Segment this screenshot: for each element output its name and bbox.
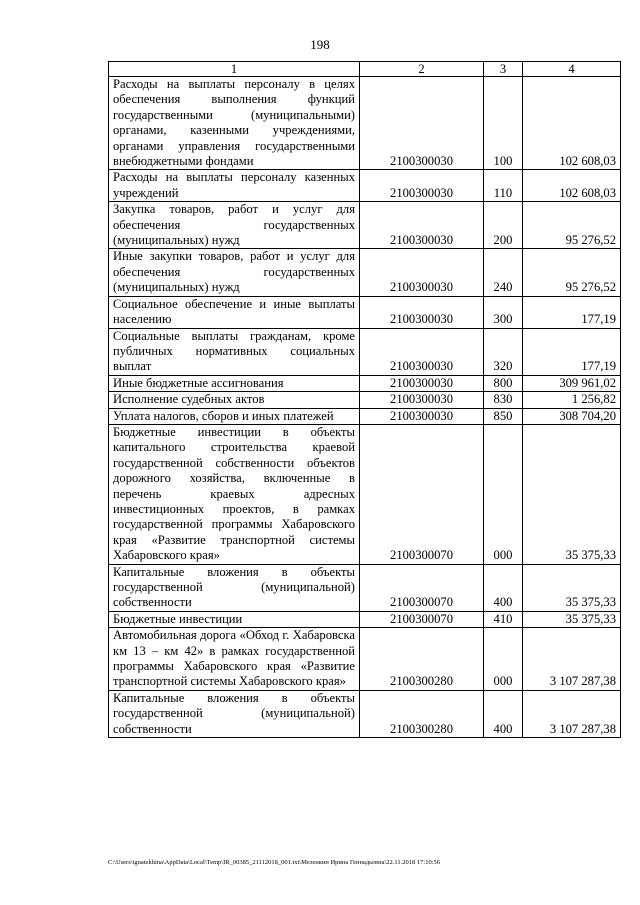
- table-row: [109, 375, 621, 391]
- row-code: 2100300030: [360, 408, 484, 424]
- row-amount: 95 276,52: [523, 249, 621, 296]
- table-row: [109, 249, 621, 296]
- row-amount: 35 375,33: [523, 564, 621, 611]
- row-description: Закупка товаров, работ и услуг для обеспечения государственных (муниципальных) нужд: [109, 202, 360, 249]
- row-code: 2100300280: [360, 628, 484, 691]
- row-amount: 1 256,82: [523, 392, 621, 408]
- table-row: [109, 77, 621, 170]
- row-description: Социальное обеспечение и иные выплаты населению: [109, 296, 360, 328]
- row-amount: 308 704,20: [523, 408, 621, 424]
- row-description: Расходы на выплаты персоналу казенных учреждений: [109, 170, 360, 202]
- row-amount: 3 107 287,38: [523, 690, 621, 737]
- column-header: 2: [360, 62, 484, 77]
- table-row: [109, 611, 621, 627]
- row-group: 400: [484, 690, 523, 737]
- row-description: Иные закупки товаров, работ и услуг для обеспечения государственных (муниципальных) нужд: [109, 249, 360, 296]
- row-description: Бюджетные инвестиции в объекты капитального строительства краевой государственной собственности объектов дорожного хозяйства, включенные в перечень краевых адресных инвестиционных проектов, в рамках государственной программы Хабаровского края «Развитие транспортной системы Хабаровского края»: [109, 424, 360, 564]
- row-description: Капитальные вложения в объекты государственной (муниципальной) собственности: [109, 564, 360, 611]
- row-description: Уплата налогов, сборов и иных платежей: [109, 408, 360, 424]
- row-amount: 35 375,33: [523, 611, 621, 627]
- table-row: [109, 392, 621, 408]
- row-code: 2100300030: [360, 77, 484, 170]
- row-description: Капитальные вложения в объекты государственной (муниципальной) собственности: [109, 690, 360, 737]
- row-code: 2100300070: [360, 611, 484, 627]
- table-row: [109, 170, 621, 202]
- table-row: [109, 690, 621, 737]
- row-group: 000: [484, 424, 523, 564]
- row-amount: 177,19: [523, 296, 621, 328]
- column-header: 3: [484, 62, 523, 77]
- row-code: 2100300280: [360, 690, 484, 737]
- row-group: 110: [484, 170, 523, 202]
- row-code: 2100300030: [360, 375, 484, 391]
- row-group: 300: [484, 296, 523, 328]
- row-code: 2100300070: [360, 564, 484, 611]
- row-group: 240: [484, 249, 523, 296]
- row-group: 410: [484, 611, 523, 627]
- row-amount: 102 608,03: [523, 170, 621, 202]
- row-code: 2100300070: [360, 424, 484, 564]
- table-row: [109, 202, 621, 249]
- row-code: 2100300030: [360, 296, 484, 328]
- row-group: 000: [484, 628, 523, 691]
- row-description: Автомобильная дорога «Обход г. Хабаровска км 13 – км 42» в рамках государственной программы Хабаровского края «Развитие транспортной системы Хабаровского края»: [109, 628, 360, 691]
- page-number: 198: [310, 37, 330, 52]
- table-row: [109, 408, 621, 424]
- row-amount: 95 276,52: [523, 202, 621, 249]
- row-group: 830: [484, 392, 523, 408]
- table-header-row: [109, 62, 621, 77]
- row-amount: 177,19: [523, 328, 621, 375]
- row-description: Иные бюджетные ассигнования: [109, 375, 360, 391]
- row-description: Социальные выплаты гражданам, кроме публичных нормативных социальных выплат: [109, 328, 360, 375]
- row-code: 2100300030: [360, 202, 484, 249]
- table-row: [109, 424, 621, 564]
- row-amount: 35 375,33: [523, 424, 621, 564]
- row-group: 800: [484, 375, 523, 391]
- row-amount: 3 107 287,38: [523, 628, 621, 691]
- row-amount: 102 608,03: [523, 77, 621, 170]
- table-row: [109, 296, 621, 328]
- row-group: 850: [484, 408, 523, 424]
- table-row: [109, 628, 621, 691]
- column-header: 4: [523, 62, 621, 77]
- row-group: 100: [484, 77, 523, 170]
- row-group: 400: [484, 564, 523, 611]
- table-row: [109, 564, 621, 611]
- footer-file-path: C:\Users\ignatekhina\AppData\Local\Temp\IR_00385_21112018_001.txt\Мезенкин Ирина Геннадьевна\22.11.2018 17:10:56: [108, 859, 441, 866]
- row-code: 2100300030: [360, 170, 484, 202]
- row-group: 200: [484, 202, 523, 249]
- column-header: 1: [109, 62, 360, 77]
- row-code: 2100300030: [360, 392, 484, 408]
- row-description: Исполнение судебных актов: [109, 392, 360, 408]
- row-amount: 309 961,02: [523, 375, 621, 391]
- row-description: Бюджетные инвестиции: [109, 611, 360, 627]
- row-code: 2100300030: [360, 249, 484, 296]
- row-description: Расходы на выплаты персоналу в целях обеспечения выполнения функций государственными (муниципальными) органами, казенными учреждениями, органами управления государственными внебюджетными фондами: [109, 77, 360, 170]
- row-code: 2100300030: [360, 328, 484, 375]
- table-row: [109, 328, 621, 375]
- budget-table: [108, 61, 621, 738]
- row-group: 320: [484, 328, 523, 375]
